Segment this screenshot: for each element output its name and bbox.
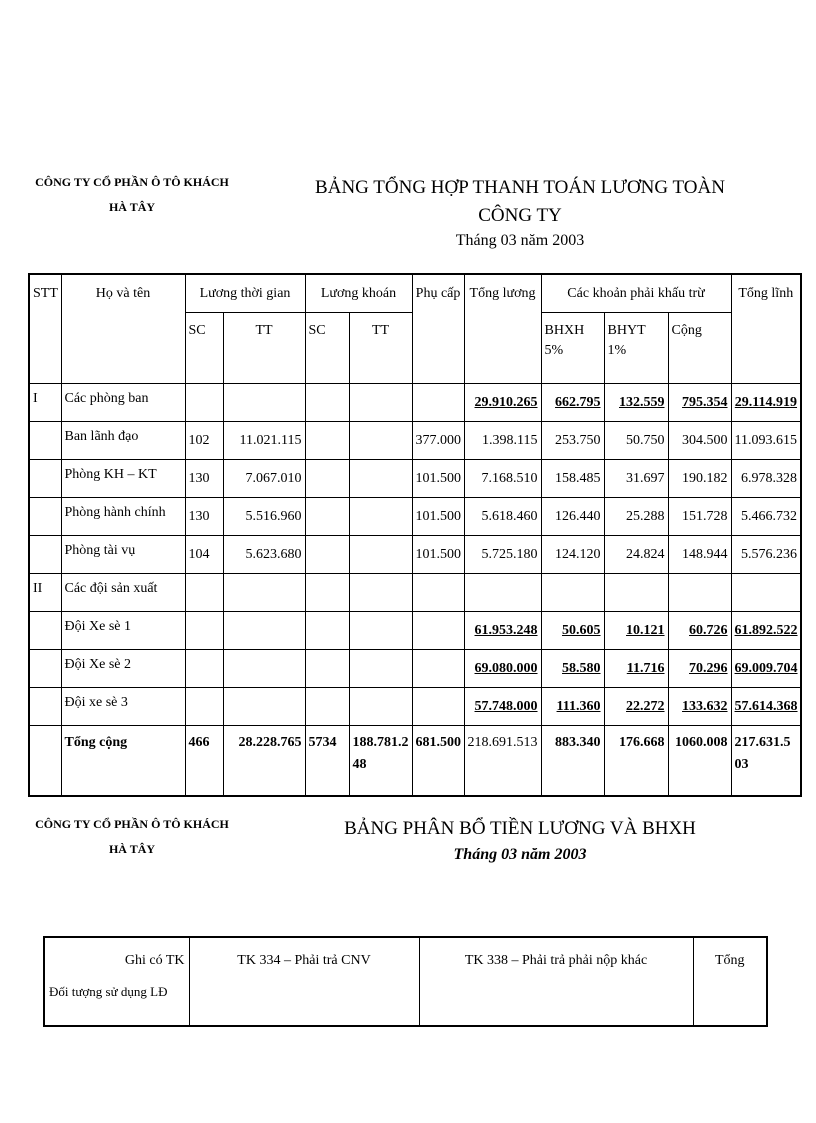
- header-name: Họ và tên: [61, 274, 185, 384]
- cell-sc-time: [185, 650, 223, 688]
- table-row: [29, 688, 801, 726]
- cell-tt-time: [223, 688, 305, 726]
- cell-cong: 60.726: [668, 612, 731, 650]
- cell-sc-piece: [305, 460, 349, 498]
- total-row: [29, 726, 801, 797]
- cell-tt-piece: [349, 688, 412, 726]
- cell-sc-piece: [305, 384, 349, 422]
- cell-sc-piece: [305, 612, 349, 650]
- header-bhyt: BHYT 1%: [604, 313, 668, 384]
- cell-total-salary: 5.725.180: [464, 536, 541, 574]
- cell-tt-piece: [349, 384, 412, 422]
- total-sc-time: 466: [185, 726, 223, 797]
- report-subtitle: Tháng 03 năm 2003: [455, 232, 585, 249]
- company-name-2: [32, 812, 232, 862]
- cell-net-total: [731, 574, 801, 612]
- cell-cong: 151.728: [668, 498, 731, 536]
- cell-net-total: 61.892.522: [731, 612, 801, 650]
- cell-bhxh: 111.360: [541, 688, 604, 726]
- cell-net-total: 11.093.615: [731, 422, 801, 460]
- header-sc-time: SC: [185, 313, 223, 384]
- cell-allowance: 101.500: [412, 536, 464, 574]
- payroll-summary-table: [28, 273, 802, 797]
- cell-allowance: [412, 612, 464, 650]
- cell-net-total: 6.978.328: [731, 460, 801, 498]
- cell-total-salary: 61.953.248: [464, 612, 541, 650]
- cell-allowance: 101.500: [412, 498, 464, 536]
- cell-name: Các phòng ban: [61, 384, 185, 422]
- cell-cong: 148.944: [668, 536, 731, 574]
- cell-stt: [29, 688, 61, 726]
- cell-sc-piece: [305, 498, 349, 536]
- cell-bhxh: 124.120: [541, 536, 604, 574]
- cell-sc-time: 104: [185, 536, 223, 574]
- cell-tt-time: [223, 612, 305, 650]
- cell-bhxh: 58.580: [541, 650, 604, 688]
- cell-sc-time: 130: [185, 498, 223, 536]
- total-allowance: 681.500: [412, 726, 464, 797]
- cell-bhxh: [541, 574, 604, 612]
- cell-stt-total: [29, 726, 61, 797]
- table-row: [29, 422, 801, 460]
- cell-tt-piece: [349, 574, 412, 612]
- header-tt-piece: TT: [349, 313, 412, 384]
- total-sc-piece: 5734: [305, 726, 349, 797]
- cell-tt-piece: [349, 612, 412, 650]
- total-label: Tổng cộng: [61, 726, 185, 797]
- cell-tt-time: 11.021.115: [223, 422, 305, 460]
- cell-bhxh: 253.750: [541, 422, 604, 460]
- header-time-salary: Lương thời gian: [185, 274, 305, 313]
- cell-net-total: 57.614.368: [731, 688, 801, 726]
- total-bhyt: 176.668: [604, 726, 668, 797]
- table-row: [29, 612, 801, 650]
- cell-name: Đội Xe sè 1: [61, 612, 185, 650]
- cell-cong: 70.296: [668, 650, 731, 688]
- total-net-total: 217.631.503: [731, 726, 801, 797]
- cell-stt: II: [29, 574, 61, 612]
- cell-net-total: 29.114.919: [731, 384, 801, 422]
- cell-allowance: [412, 574, 464, 612]
- cell-sc-piece: [305, 422, 349, 460]
- company-line-2: HÀ TÂY: [108, 842, 156, 856]
- cell-name: Đội xe sè 3: [61, 688, 185, 726]
- cell-allowance: 101.500: [412, 460, 464, 498]
- table-row: [29, 460, 801, 498]
- cell-cong: 795.354: [668, 384, 731, 422]
- header-deductions: Các khoản phải khấu trừ: [541, 274, 731, 313]
- cell-sc-piece: [305, 536, 349, 574]
- cell-cong: 133.632: [668, 688, 731, 726]
- cell-bhyt: [604, 574, 668, 612]
- cell-stt: [29, 422, 61, 460]
- diagonal-header-cell: [44, 937, 189, 1026]
- cell-name: Phòng tài vụ: [61, 536, 185, 574]
- cell-name: Đội Xe sè 2: [61, 650, 185, 688]
- cell-tt-time: 7.067.010: [223, 460, 305, 498]
- cell-bhyt: 24.824: [604, 536, 668, 574]
- table-row: [29, 650, 801, 688]
- cell-tt-piece: [349, 536, 412, 574]
- cell-total-salary: 29.910.265: [464, 384, 541, 422]
- cell-total-salary: 1.398.115: [464, 422, 541, 460]
- header-stt: STT: [29, 274, 61, 384]
- cell-tt-time: 5.516.960: [223, 498, 305, 536]
- tk334-header: TK 334 – Phải trả CNV: [189, 937, 419, 1026]
- company-line-1: CÔNG TY CỔ PHẦN Ô TÔ KHÁCH: [35, 175, 229, 189]
- cell-cong: 190.182: [668, 460, 731, 498]
- cell-sc-time: [185, 612, 223, 650]
- total-cong: 1060.008: [668, 726, 731, 797]
- cell-bhyt: 132.559: [604, 384, 668, 422]
- cell-tt-time: [223, 574, 305, 612]
- cell-bhxh: 50.605: [541, 612, 604, 650]
- header-tt-time: TT: [223, 313, 305, 384]
- cell-tt-time: 5.623.680: [223, 536, 305, 574]
- doi-tuong-label: Đối tượng sử dụng LĐ: [49, 984, 168, 999]
- cell-sc-time: 130: [185, 460, 223, 498]
- header-bhxh: BHXH 5%: [541, 313, 604, 384]
- cell-tt-time: [223, 650, 305, 688]
- table-row: [29, 536, 801, 574]
- cell-bhxh: 662.795: [541, 384, 604, 422]
- cell-sc-piece: [305, 688, 349, 726]
- total-total-salary: 218.691.513: [464, 726, 541, 797]
- cell-tt-piece: [349, 498, 412, 536]
- cell-tt-time: [223, 384, 305, 422]
- cell-stt: I: [29, 384, 61, 422]
- cell-stt: [29, 460, 61, 498]
- cell-net-total: 69.009.704: [731, 650, 801, 688]
- company-name: [32, 170, 232, 220]
- cell-sc-time: [185, 574, 223, 612]
- cell-sc-time: 102: [185, 422, 223, 460]
- cell-sc-piece: [305, 574, 349, 612]
- salary-allocation-table: [43, 936, 768, 1027]
- cell-total-salary: 57.748.000: [464, 688, 541, 726]
- cell-bhyt: 11.716: [604, 650, 668, 688]
- header-net-total: Tổng lĩnh: [731, 274, 801, 384]
- cell-bhyt: 50.750: [604, 422, 668, 460]
- cell-allowance: [412, 650, 464, 688]
- report-title-block: [300, 174, 740, 252]
- cell-cong: [668, 574, 731, 612]
- cell-sc-piece: [305, 650, 349, 688]
- cell-tt-piece: [349, 460, 412, 498]
- cell-total-salary: 5.618.460: [464, 498, 541, 536]
- allocation-title-block: [330, 815, 710, 867]
- cell-stt: [29, 498, 61, 536]
- cell-net-total: 5.576.236: [731, 536, 801, 574]
- header-cong: Cộng: [668, 313, 731, 384]
- table-row: [29, 574, 801, 612]
- cell-sc-time: [185, 384, 223, 422]
- total-tt-time: 28.228.765: [223, 726, 305, 797]
- total-tt-piece: 188.781.248: [349, 726, 412, 797]
- report-title: BẢNG TỔNG HỢP THANH TOÁN LƯƠNG TOÀN CÔNG TY: [315, 177, 725, 226]
- table-row: [29, 384, 801, 422]
- company-line-1: CÔNG TY CỔ PHẦN Ô TÔ KHÁCH: [35, 817, 229, 831]
- table2-header-row: [44, 937, 767, 1026]
- ghi-co-label: Ghi có TK: [124, 953, 185, 968]
- total-bhxh: 883.340: [541, 726, 604, 797]
- cell-allowance: 377.000: [412, 422, 464, 460]
- cell-total-salary: [464, 574, 541, 612]
- cell-total-salary: 7.168.510: [464, 460, 541, 498]
- allocation-title: BẢNG PHÂN BỔ TIỀN LƯƠNG VÀ BHXH: [344, 818, 696, 839]
- cell-tt-piece: [349, 422, 412, 460]
- cell-bhyt: 10.121: [604, 612, 668, 650]
- header-sc-piece: SC: [305, 313, 349, 384]
- cell-allowance: [412, 688, 464, 726]
- cell-stt: [29, 536, 61, 574]
- cell-tt-piece: [349, 650, 412, 688]
- header-allowance: Phụ cấp: [412, 274, 464, 384]
- header-piece-salary: Lương khoán: [305, 274, 412, 313]
- cell-stt: [29, 612, 61, 650]
- cell-name: Phòng KH – KT: [61, 460, 185, 498]
- cell-total-salary: 69.080.000: [464, 650, 541, 688]
- cell-stt: [29, 650, 61, 688]
- cell-name: Phòng hành chính: [61, 498, 185, 536]
- cell-sc-time: [185, 688, 223, 726]
- cell-name: Các đội sản xuất: [61, 574, 185, 612]
- cell-bhyt: 31.697: [604, 460, 668, 498]
- cell-allowance: [412, 384, 464, 422]
- allocation-subtitle: Tháng 03 năm 2003: [453, 846, 587, 863]
- cell-bhxh: 158.485: [541, 460, 604, 498]
- cell-net-total: 5.466.732: [731, 498, 801, 536]
- cell-bhxh: 126.440: [541, 498, 604, 536]
- company-line-2: HÀ TÂY: [108, 200, 156, 214]
- tong-header: Tổng: [693, 937, 767, 1026]
- cell-bhyt: 22.272: [604, 688, 668, 726]
- header-row-1: [29, 274, 801, 313]
- table-row: [29, 498, 801, 536]
- cell-bhyt: 25.288: [604, 498, 668, 536]
- header-total-salary: Tổng lương: [464, 274, 541, 384]
- tk338-header: TK 338 – Phải trả phải nộp khác: [419, 937, 693, 1026]
- cell-name: Ban lãnh đạo: [61, 422, 185, 460]
- cell-cong: 304.500: [668, 422, 731, 460]
